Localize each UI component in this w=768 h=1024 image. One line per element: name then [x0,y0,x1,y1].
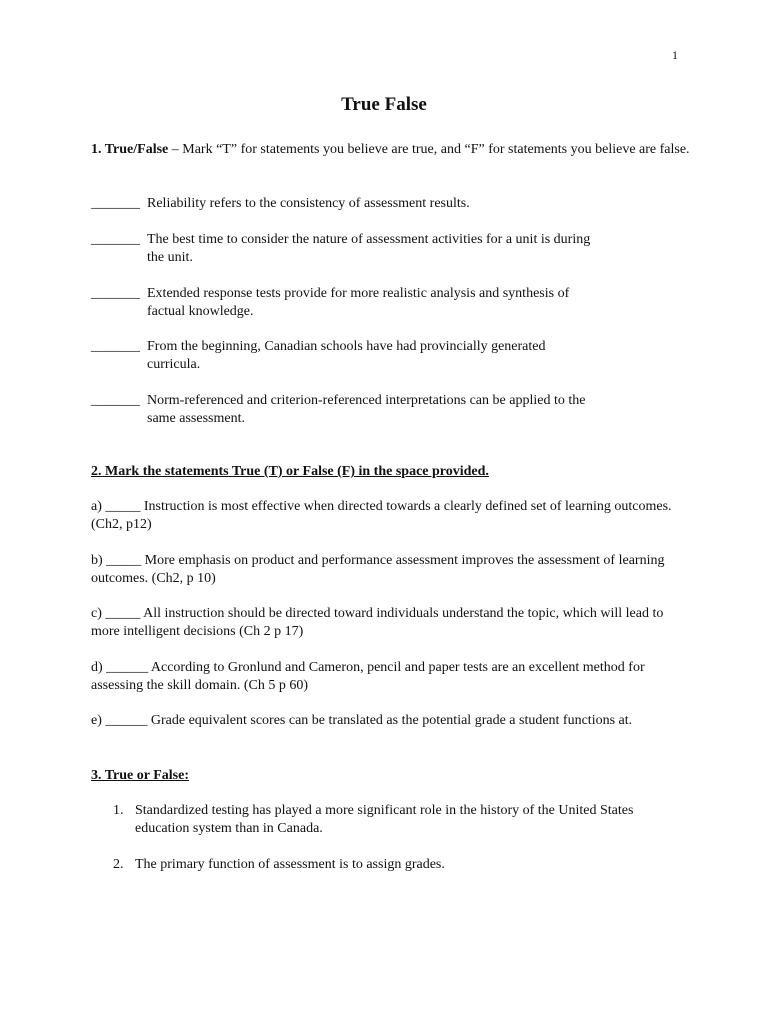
tf-item [91,285,651,321]
answer-blank: _______ [91,339,140,354]
section2-heading: 2. Mark the statements True (T) or False (F) in the space provided. [91,464,489,479]
answer-blank: _______ [91,286,140,301]
list-item [113,802,683,838]
list-item [113,856,683,874]
tf-statement-continued: same assessment. [147,411,245,426]
section2-item-c: c) _____ All instruction should be directed toward individuals understand the topic, which will lead to more intelligent decisions (Ch 2 p 17) [91,606,664,639]
tf-statement: Norm-referenced and criterion-referenced interpretations can be applied to the [147,393,586,408]
tf-statement-continued: curricula. [147,357,201,372]
answer-blank: _______ [91,196,140,211]
tf-item [91,195,651,213]
section2-item-b: b) _____ More emphasis on product and performance assessment improves the assessment of learning outcomes. (Ch2, p 10) [91,553,665,586]
tf-statement: The best time to consider the nature of assessment activities for a unit is during [147,232,591,247]
document-title: True False [341,94,427,115]
list-item-text: The primary function of assessment is to assign grades. [135,857,445,872]
tf-item [91,231,651,267]
section2-item-e: e) ______ Grade equivalent scores can be translated as the potential grade a student functions at. [91,713,633,728]
answer-blank: _______ [91,393,140,408]
section2-item-a: a) _____ Instruction is most effective when directed towards a clearly defined set of learning outcomes. (Ch2, p12) [91,499,672,532]
section1-label: 1. True/False [91,142,169,157]
tf-statement-continued: the unit. [147,250,193,265]
tf-statement: Reliability refers to the consistency of assessment results. [147,196,470,211]
section1-dash: – [168,142,183,157]
tf-item [91,392,651,428]
section2-item-d: d) ______ According to Gronlund and Cameron, pencil and paper tests are an excellent method for assessing the skill domain. (Ch 5 p 60) [91,660,645,693]
list-item-number: 2. [113,857,124,872]
tf-statement-continued: factual knowledge. [147,304,254,319]
section3-heading: 3. True or False: [91,768,189,783]
list-item-number: 1. [113,803,124,818]
section3-list [113,802,683,874]
page-number: 1 [672,48,678,62]
section1-instructions [91,141,691,159]
list-item-text: Standardized testing has played a more significant role in the history of the United States education system than in Canada. [135,803,634,836]
section1-instruction-text: Mark “T” for statements you believe are true, and “F” for statements you believe are false. [182,142,690,157]
tf-statement: Extended response tests provide for more realistic analysis and synthesis of [147,286,570,301]
answer-blank: _______ [91,232,140,247]
tf-statement: From the beginning, Canadian schools have had provincially generated [147,339,546,354]
tf-item [91,338,651,374]
